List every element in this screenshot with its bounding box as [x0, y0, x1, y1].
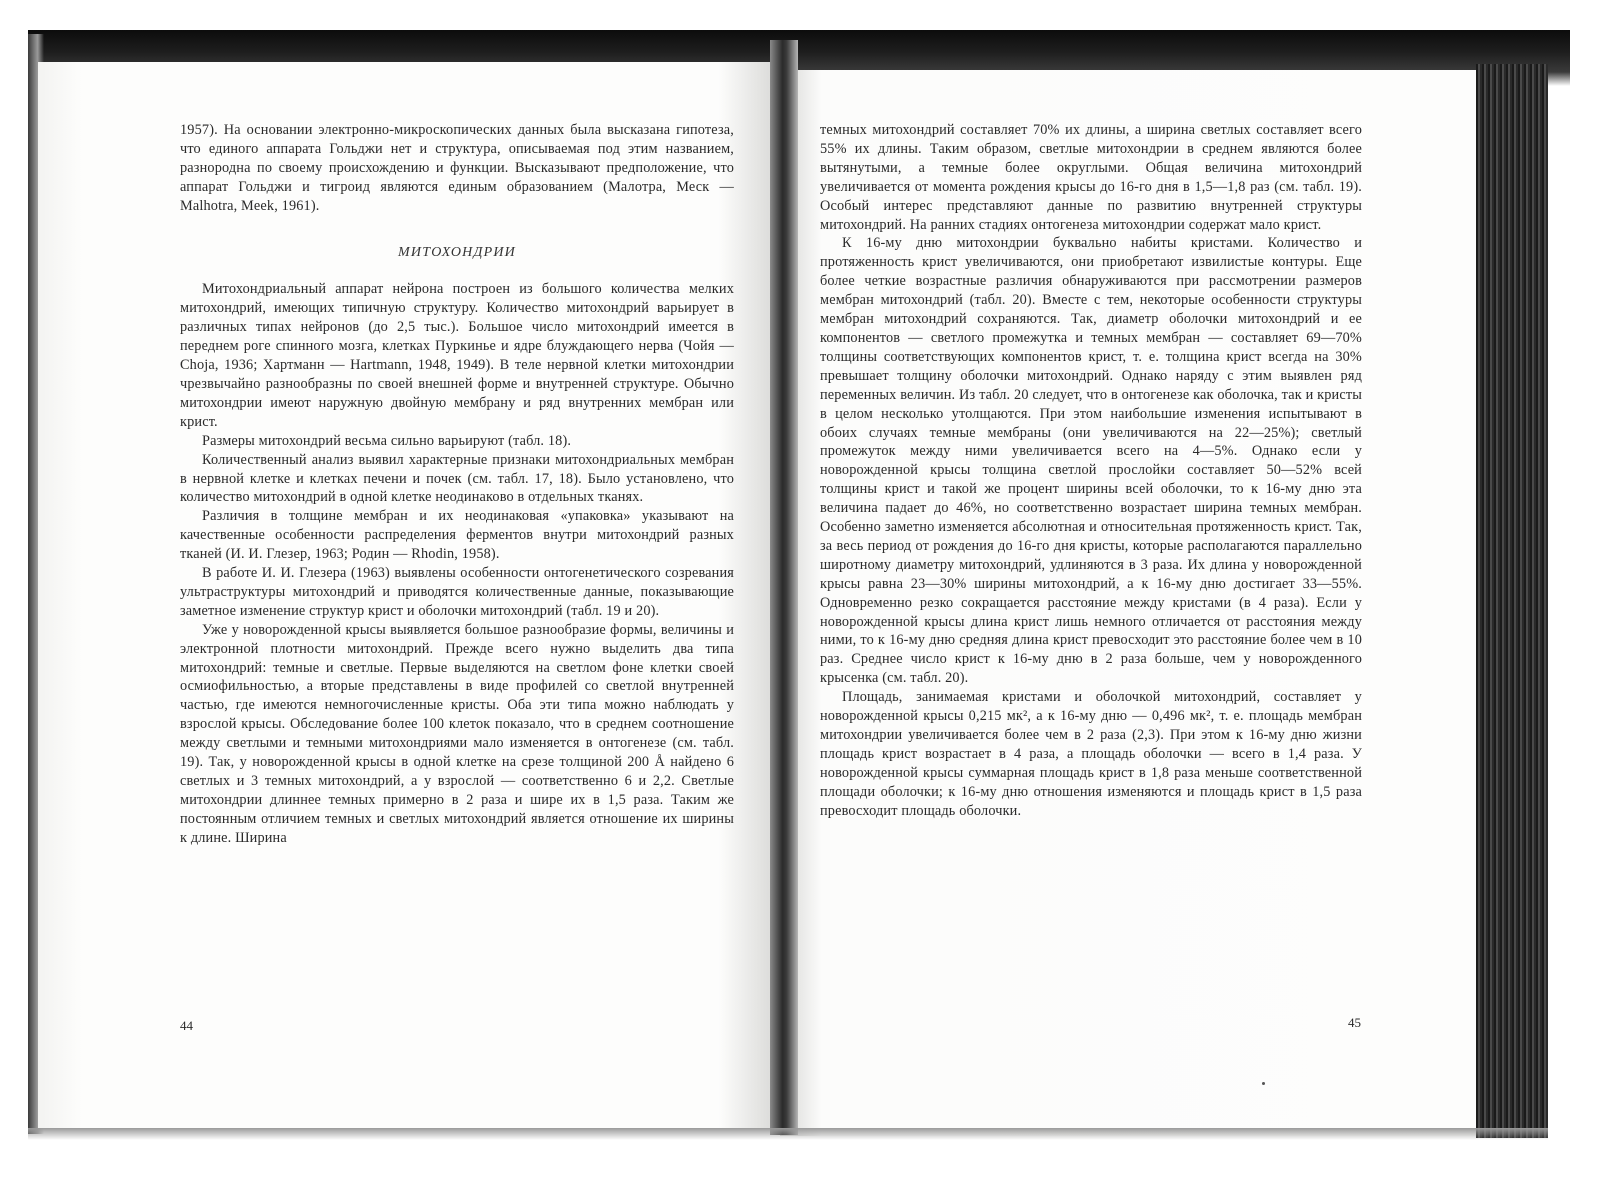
paragraph: Различия в толщине мембран и их неодинаковая «упаковка» указывают на качественные особенности распределения ферментов внутри митохондрий разных тканей (И. И. Глезер, 1963; Родин — Rhodin, 1958). [180, 508, 734, 563]
paragraph: Площадь, занимаемая кристами и оболочкой митохондрий, составляет у новорожденной крысы 0,215 мк², а к 16-му дню — 0,496 мк², т. е. площадь мембран митохондрии увеличивается более чем в 2 раза (2,3). При этом к 16-му дню жизни площадь крист возрастает в 4 раза, а площадь оболочки — всего в 1,4 раза. У новорожденной крысы суммарная площадь крист в 1,8 раза меньше соответственной площади оболочки; к 16-му дню отношения изменяются и площадь крист в 1,5 раза превосходит площадь оболочки. [820, 689, 1362, 819]
paragraph: Уже у новорожденной крысы выявляется большое разнообразие формы, величины и электронной плотности митохондрий. Прежде всего нужно выделить два типа митохондрий: темные и светлые. Первые выделяются на светлом фоне клетки своей осмиофильностью, а вторые представлены в виде профилей со светлой внутренней частью, где имеются немногочисленные кристы. Оба эти типа можно наблюдать у взрослой крысы. Обследование более 100 клеток показало, что в среднем соотношение между светлыми и темными митохондриями мало изменяется в онтогенезе (см. табл. 19). Так, у новорожденной крысы в одной клетке на срезе толщиной 200 Å найдено 6 светлых и 3 темных митохондрий, а у взрослой — соответственно 6 и 2,2. Светлые митохондрии длиннее темных примерно в 2 раза и шире их в 1,5 раза. Таким же постоянным отличием темных и светлых митохондрий является отношение их ширины к длине. Ширина [180, 621, 734, 846]
page-number-left: 44 [180, 1018, 193, 1033]
scan-bottom-shadow [28, 1128, 1548, 1140]
book-gutter [770, 40, 798, 1135]
scan-speck [1262, 1082, 1265, 1085]
paragraph: 1957). На основании электронно-микроскопических данных была высказана гипотеза, что единого аппарата Гольджи нет и структура, описываемая под этим названием, разнородна по своему происхождению и функции. Высказывают предположение, что аппарат Гольджи и тигроид являются единым образованием (Малотра, Меск — Malhotra, Meek, 1961). [180, 122, 734, 214]
paragraph: К 16-му дню митохондрии буквально набиты кристами. Количество и протяженность крист увеличиваются, они приобретают извилистые контуры. Еще более четкие возрастные различия обнаруживаются при рассмотрении размеров мембран митохондрий (табл. 20). Вместе с тем, некоторые особенности структуры мембран митохондрий сохраняются. Так, диаметр оболочки митохондрий и ее компонентов — светлого промежутка и темных мембран — составляет 69—70% толщины соответствующих компонентов крист, т. е. толщина крист всегда на 30% превышает толщину оболочки митохондрий. Однако наряду с этим выявлен ряд переменных величин. Из табл. 20 следует, что в онтогенезе как оболочка, так и кристы в целом несколько утолщаются. При этом наибольшие изменения испытывают в обоих случаях темные мембраны (они увеличиваются на 22—25%); светлый промежуток между ними увеличивается всего на 4—5%. Однако если у новорожденной крысы толщина светлой прослойки составляет 50—52% всей толщины крист и такой же процент ширины всей оболочки, то к 16-му дню эта величина падает до 46%, но соответственно возрастает ширина темных мембран. Особенно заметно изменяется абсолютная и относительная протяженность крист. Так, за весь период от рождения до 16-го дня кристы, которые располагаются параллельно широтному диаметру митохондрий, удлиняются в 3 раза. Их длина у новорожденной крысы равна 23—30% ширины митохондрий, а к 16-му дню достигает 33—55%. Одновременно резко сокращается расстояние между кристами (в 4 раза). Если у новорожденной крысы длина крист лишь немного отличается от расстояния между ними, то к 16-му дню средняя длина крист превосходит это расстояние более чем в 10 раз. Среднее число крист к 16-му дню в 2 раза больше, чем у новорожденного крысенка (см. табл. 20). [820, 235, 1362, 687]
section-heading: МИТОХОНДРИИ [398, 244, 516, 260]
paragraph: Количественный анализ выявил характерные признаки митохондриальных мембран в нервной клетке и клетках печени и почек (см. табл. 17, 18). Было установлено, что количество митохондрий в одной клетке неодинаково в отдельных тканях. [180, 451, 734, 506]
left-page-text [180, 121, 734, 848]
paragraph: Размеры митохондрий весьма сильно варьируют (табл. 18). [202, 432, 572, 449]
paragraph: темных митохондрий составляет 70% их длины, а ширина светлых составляет всего 55% их длины. Таким образом, светлые митохондрии в среднем являются более вытянутыми, а темные более округлыми. Общая величина митохондрий увеличивается от момента рождения крысы до 16-го дня в 1,5—1,8 раз (см. табл. 19). Особый интерес представляют данные по развитию внутренней структуры митохондрий. На ранних стадиях онтогенеза митохондрии содержат мало крист. [820, 122, 1362, 233]
paragraph: В работе И. И. Глезера (1963) выявлены особенности онтогенетического созревания ультраструктуры митохондрий и приводятся количественные данные, показывающие заметное изменение структур крист и оболочки митохондрий (табл. 19 и 20). [180, 565, 734, 619]
page-edges-stack [1476, 64, 1548, 1138]
paragraph: Митохондриальный аппарат нейрона построен из большого количества мелких митохондрий, имеющих типичную структуру. Количество митохондрий варьирует в различных типах нейронов (до 2,5 тыс.). Большое число митохондрий имеется в переднем роге спинного мозга, клетках Пуркинье и ядре блуждающего нерва (Чойя — Choja, 1936; Хартманн — Hartmann, 1948, 1949). В теле нервной клетки митохондрии чрезвычайно разнообразны по своей внешней форме и внутренней структуре. Обычно митохондрии имеют наружную двойную мембрану и ряд внутренних мембран или крист. [180, 281, 734, 430]
page-number-right: 45 [1348, 1015, 1361, 1030]
right-page-text [820, 121, 1362, 821]
